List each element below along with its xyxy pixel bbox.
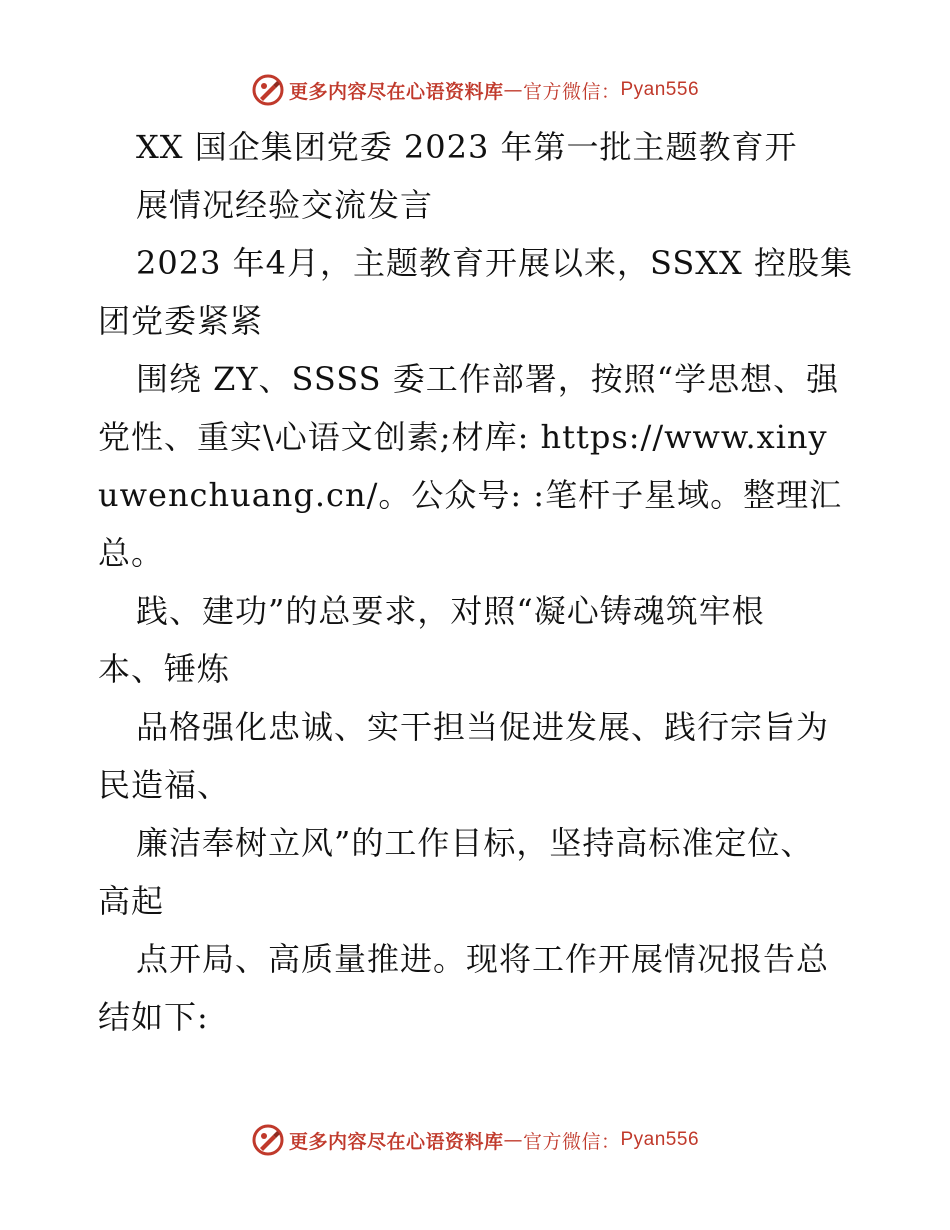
footer-watermark-banner (0, 1120, 950, 1160)
paragraph-line: 高起 (98, 882, 165, 920)
banner-wechat-id: Pyan556 (620, 79, 700, 100)
paragraph-line: 团党委紧紧 (98, 302, 264, 340)
paragraph-line: 点开局、高质量推进。现将工作开展情况报告总 (136, 940, 830, 978)
paragraph-line: 民造福、 (98, 766, 231, 804)
title-line-1: XX 国企集团党委 2023 年第一批主题教育开 (136, 128, 798, 166)
banner-wechat-label: 官方微信： (522, 1130, 621, 1153)
banner-brand-text: 更多内容尽在心语资料库 (288, 80, 504, 103)
paragraph-line: 结如下: (98, 998, 209, 1036)
pen-seal-logo-icon (251, 73, 285, 107)
paragraph-line: 围绕 ZY、SSSS 委工作部署，按照“学思想、强 (136, 360, 840, 398)
paragraph-line: 廉洁奉树立风”的工作目标，坚持高标准定位、 (136, 824, 814, 862)
paragraph-line: 品格强化忠诚、实干担当促进发展、践行宗旨为 (136, 708, 830, 746)
pen-seal-logo-icon (251, 1123, 285, 1157)
paragraph-line: 2023 年4月，主题教育开展以来，SSXX 控股集 (136, 244, 853, 282)
paragraph-line: 总。 (98, 534, 165, 572)
paragraph-line: 践、建功”的总要求，对照“凝心铸魂筑牢根 (136, 592, 765, 630)
paragraph-line: 党性、重实\心语文创素;材库: https://www.xiny (98, 418, 828, 456)
paragraph-line: uwenchuang.cn/。公众号: :笔杆子星域。整理汇 (98, 476, 843, 514)
banner-brand-text: 更多内容尽在心语资料库 (288, 1130, 504, 1153)
paragraph-line: 本、锤炼 (98, 650, 231, 688)
banner-wechat-id: Pyan556 (620, 1129, 700, 1150)
banner-dash: — (503, 79, 523, 101)
banner-wechat-label: 官方微信： (522, 80, 621, 103)
banner-dash: — (503, 1129, 523, 1151)
title-line-2: 展情况经验交流发言 (136, 186, 434, 224)
document-body (98, 118, 858, 1046)
header-watermark-banner (0, 70, 950, 110)
